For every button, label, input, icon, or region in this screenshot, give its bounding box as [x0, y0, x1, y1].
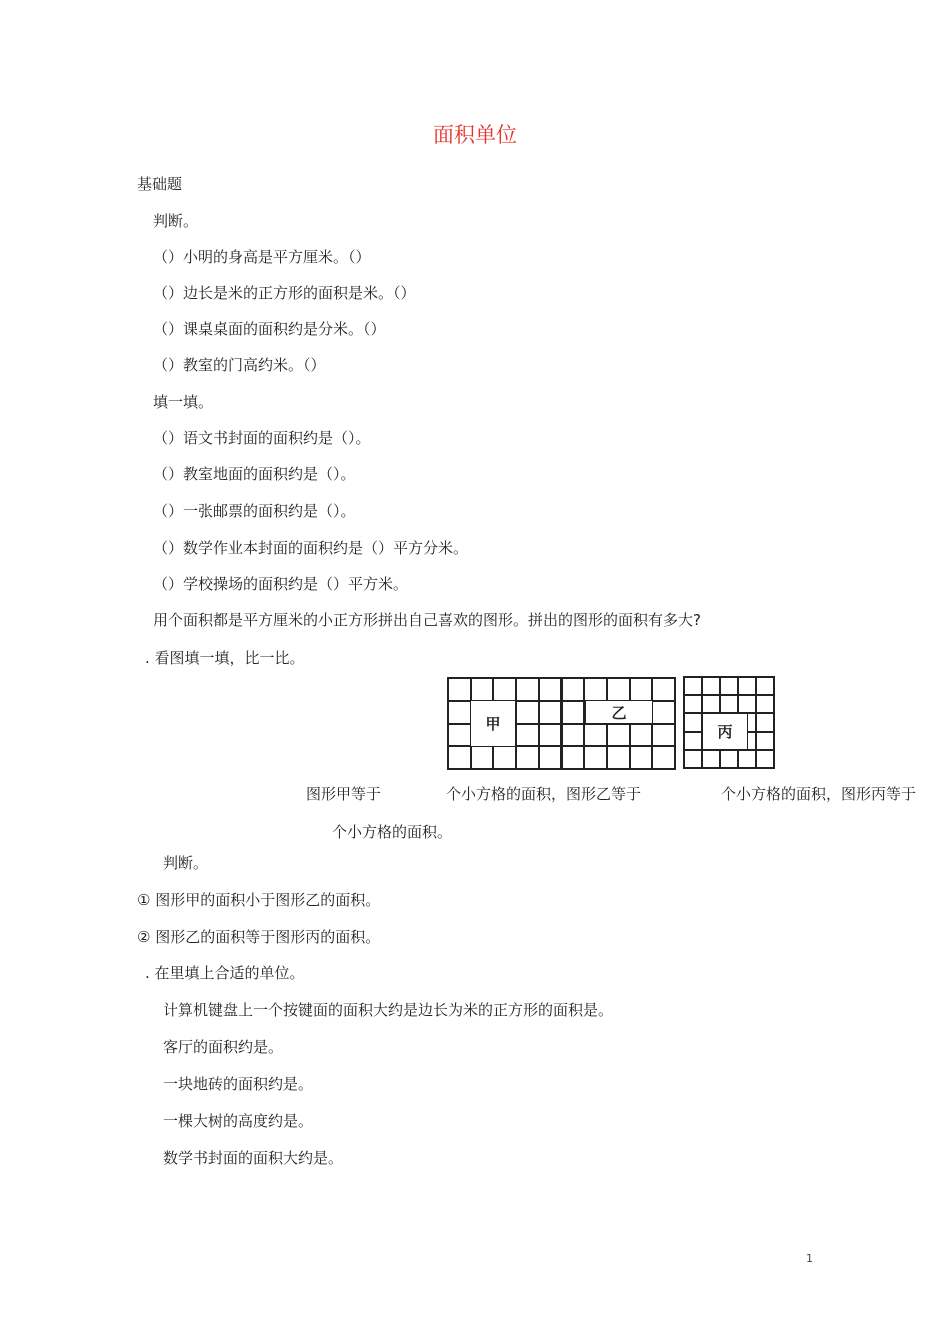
q1-item: （）教室的门高约米。（）: [153, 356, 326, 374]
grid-cell: [738, 695, 756, 713]
grid-cell: [720, 677, 738, 695]
q1-item: （）边长是米的正方形的面积是米。（）: [153, 284, 416, 302]
grid-cell: [652, 724, 675, 747]
q4-judge-item: ① 图形甲的面积小于图形乙的面积。: [137, 891, 381, 909]
grid-cell: [561, 701, 584, 724]
grid-divider: [561, 677, 563, 770]
grid-cell: [493, 746, 516, 769]
q5-item: 数学书封面的面积大约是。: [163, 1149, 344, 1167]
grid-cell: [584, 724, 607, 747]
grid-cell: [561, 746, 584, 769]
grid-cell: [756, 713, 774, 731]
grid-cell: [493, 678, 516, 701]
q4-fill-3: 个小方格的面积，图形丙等于: [721, 785, 917, 803]
q1-item: （）课桌桌面的面积约是分米。（）: [153, 320, 386, 338]
q4-fill-2: 个小方格的面积，图形乙等于: [446, 785, 642, 803]
grid-cell: [652, 701, 675, 724]
grid-cell: [584, 678, 607, 701]
page-number: 1: [806, 1252, 813, 1265]
grid-cell: [516, 746, 539, 769]
grid-cell: [630, 678, 653, 701]
grid-cell: [448, 746, 471, 769]
grid-cell: [702, 695, 720, 713]
grid-cell: [738, 677, 756, 695]
shape-yi: 乙: [585, 700, 653, 724]
grid-cell: [738, 750, 756, 768]
grid-cell: [756, 695, 774, 713]
grid-cell: [684, 713, 702, 731]
grid-cell: [448, 724, 471, 747]
q5-item: 计算机键盘上一个按键面的面积大约是边长为米的正方形的面积是。: [163, 1001, 614, 1019]
grid-cell: [630, 746, 653, 769]
grid-cell: [516, 678, 539, 701]
q5-item: 客厅的面积约是。: [163, 1038, 284, 1056]
grid-cell: [756, 677, 774, 695]
q5-item: 一块地砖的面积约是。: [163, 1075, 314, 1093]
grid-cell: [684, 677, 702, 695]
grid-cell: [516, 724, 539, 747]
grid-cell: [720, 750, 738, 768]
grid-cell: [652, 678, 675, 701]
grid-cell: [720, 695, 738, 713]
grid-cell: [684, 732, 702, 750]
section-heading: 基础题: [137, 175, 183, 193]
grid-cell: [539, 678, 562, 701]
q2-heading: 填一填。: [153, 393, 214, 411]
q1-item: （）小明的身高是平方厘米。（）: [153, 248, 371, 266]
shape-jia: 甲: [470, 700, 516, 747]
q2-item: （）一张邮票的面积约是（）。: [153, 502, 356, 520]
q4-fill-4: 个小方格的面积。: [332, 823, 453, 841]
grid-cell: [607, 746, 630, 769]
q2-item: （）学校操场的面积约是（）平方米。: [153, 575, 409, 593]
grid-cell: [756, 732, 774, 750]
grid-cell: [471, 746, 494, 769]
q3-text: 用个面积都是平方厘米的小正方形拼出自己喜欢的图形。拼出的图形的面积有多大?: [153, 611, 701, 629]
grid-cell: [684, 750, 702, 768]
page-title: 面积单位: [433, 123, 517, 147]
q4-fill-1: 图形甲等于: [306, 785, 382, 803]
grid-cell: [539, 701, 562, 724]
grid-cell: [702, 750, 720, 768]
grid-cell: [539, 746, 562, 769]
grid-cell: [584, 746, 607, 769]
grid-cell: [561, 678, 584, 701]
grid-cell: [630, 724, 653, 747]
grid-cell: [561, 724, 584, 747]
q2-item: （）语文书封面的面积约是（）。: [153, 429, 371, 447]
grid-cell: [652, 746, 675, 769]
grid-cell: [448, 701, 471, 724]
grid-cell: [702, 677, 720, 695]
grid-cell: [516, 701, 539, 724]
grid-cell: [471, 678, 494, 701]
grid-cell: [607, 678, 630, 701]
q4-judge-heading: 判断。: [163, 854, 209, 872]
grid-cell: [684, 695, 702, 713]
q4-judge-item: ② 图形乙的面积等于图形丙的面积。: [137, 928, 381, 946]
grid-cell: [448, 678, 471, 701]
q5-item: 一棵大树的高度约是。: [163, 1112, 314, 1130]
grid-cell: [539, 724, 562, 747]
q4-heading: . 看图填一填，比一比。: [145, 649, 305, 667]
q2-item: （）数学作业本封面的面积约是（）平方分米。: [153, 539, 469, 557]
shape-bing: 丙: [702, 713, 748, 750]
grid-cell: [607, 724, 630, 747]
q1-heading: 判断。: [153, 212, 199, 230]
grid-cell: [756, 750, 774, 768]
q2-item: （）教室地面的面积约是（）。: [153, 465, 356, 483]
q5-heading: . 在里填上合适的单位。: [145, 964, 305, 982]
